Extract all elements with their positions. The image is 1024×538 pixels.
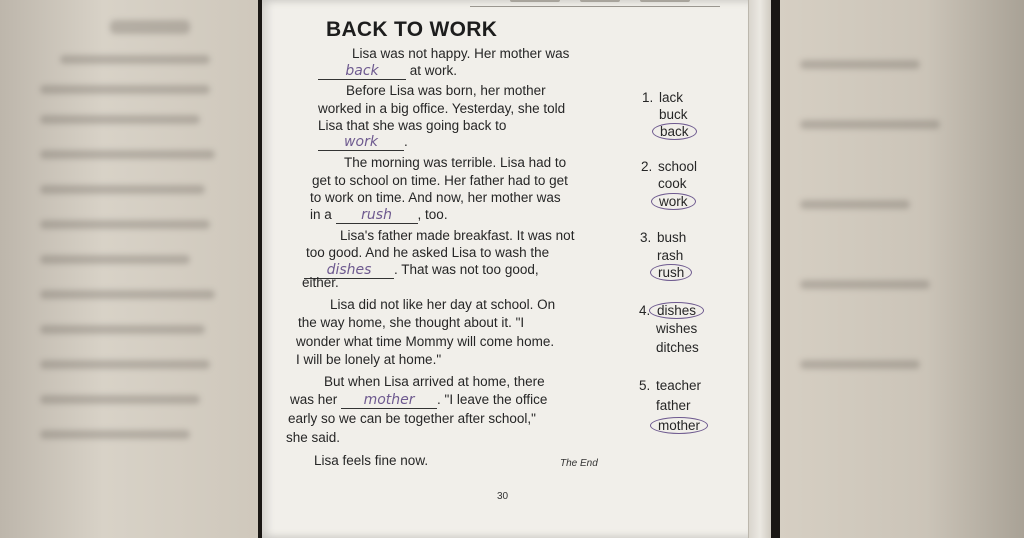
choice-option: teacher [656,378,702,393]
story-line: Lisa feels fine now. [314,453,429,468]
choice-number-5: 5. [639,378,651,393]
story-line: too good. And he asked Lisa to wash the [306,245,550,260]
story-line: get to school on time. Her father had to get [312,173,568,188]
choice-option: school [658,159,698,174]
story-line: was her mother . "I leave the office [290,392,548,408]
answer-blank-3[interactable]: rush [336,207,418,224]
story-line: Before Lisa was born, her mother [346,83,546,98]
answer-blank-5[interactable]: mother [341,392,437,409]
answer-blank-2[interactable]: work [318,134,404,151]
story-line: early so we can be together after school," [288,411,536,426]
choice-option: ditches [656,340,699,355]
circle-mark: mother [650,417,708,434]
story-line: Lisa's father made breakfast. It was not [340,228,575,243]
story-line: Lisa did not like her day at school. On [330,297,556,312]
previous-page-strip [470,0,720,7]
story-line: the way home, she thought about it. "I [298,315,525,330]
answer-blank-1[interactable]: back [318,63,406,80]
choice-option-circled[interactable] [657,303,704,318]
story-line: But when Lisa arrived at home, there [324,374,545,389]
page-number: 30 [497,491,509,502]
page-edge [748,0,771,538]
story-line: dishes . That was not too good, [304,262,539,279]
blurred-background-right [780,0,1024,538]
circle-mark: dishes [649,302,704,319]
end-label: The End [560,458,598,469]
story-line: she said. [286,430,341,445]
answer-blank-4[interactable]: dishes [304,262,394,279]
choice-option-circled[interactable] [658,265,692,280]
choice-number-3: 3. [640,230,652,245]
blurred-background-left [0,0,258,538]
choice-option: father [656,398,691,413]
story-line: I will be lonely at home." [296,352,442,367]
choice-option: lack [659,90,684,105]
story-line: Lisa that she was going back to [318,118,507,133]
story-line: worked in a big office. Yesterday, she told [318,101,566,116]
story-line: in a rush , too. [310,207,448,223]
choice-option-circled[interactable] [659,194,696,209]
story-line: work . [318,134,408,151]
choice-number-1: 1. [642,90,654,105]
story-line: back at work. [318,63,457,80]
story-line: to work on time. And now, her mother was [310,190,561,205]
choice-option: bush [657,230,687,245]
choice-option-circled[interactable] [660,124,697,139]
story-line: wonder what time Mommy will come home. [296,334,555,349]
circle-mark: back [652,123,697,140]
circle-mark: rush [650,264,692,281]
choice-option: cook [658,176,687,191]
story-line: Lisa was not happy. Her mother was [352,46,570,61]
story-line: The morning was terrible. Lisa had to [344,155,567,170]
choice-option: buck [659,107,688,122]
choice-option: rash [657,248,684,263]
choice-option: wishes [656,321,698,336]
choice-number-2: 2. [641,159,653,174]
story-title: BACK TO WORK [326,18,498,41]
circle-mark: work [651,193,696,210]
choice-number-4: 4. [639,303,651,318]
choice-option-circled[interactable] [658,418,708,433]
story-line: either. [302,275,339,290]
